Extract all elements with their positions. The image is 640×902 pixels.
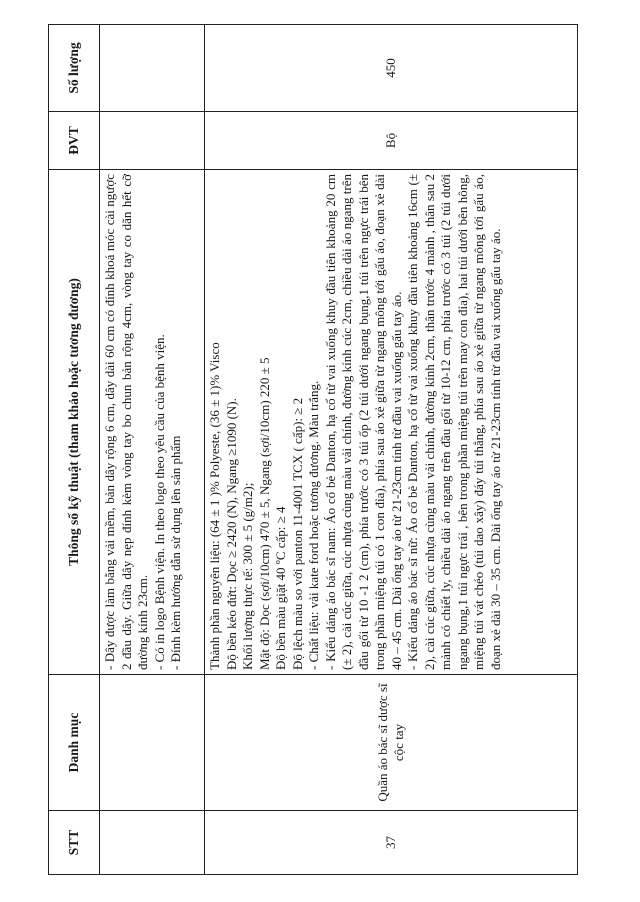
spec-line: - Đính kèm hướng dẫn sử dụng lên sản phẩm bbox=[168, 435, 183, 670]
spec-line: Thành phần nguyên liệu: (64 ± 1 )% Polyeste, (36 ± 1)% Visco bbox=[207, 342, 222, 670]
spec-table bbox=[48, 24, 578, 875]
spec-line: - Kiểu dáng áo bác sĩ nữ: Áo cổ bẻ Danton, hạ cổ từ vai xuống khuy đầu tiên khoảng 16cm (± 2), cài cúc giữa, cúc nhựa cùng màu vải chính, đường kính 2cm, thân trước 4 mảnh , thân sau 2 mảnh có chiết ly, chiều dài áo ngang trên đầu gối từ 10-12 cm, phía trước có 3 túi (2 túi dưới ngang bụng,1 túi ngực trái , bên trong phần miệng túi trên may con đỉa), hai túi dưới bên hông, miệng túi vát chéo (túi dao xây) đáy túi thẳng, phía sau áo xẻ giữa từ ngang mông tới gấu áo, đoạn xẻ dài 30 – 35 cm. Dài ống tay áo từ 21-23cm tính từ đầu vai xuống gấu tay áo. bbox=[405, 174, 503, 670]
cell-danh-muc bbox=[100, 675, 205, 811]
spec-line: - Có in logo Bệnh viện. In theo logo theo yêu cầu của bệnh viện. bbox=[151, 334, 167, 670]
cell-spec bbox=[100, 170, 205, 675]
table-row-37 bbox=[205, 25, 578, 875]
spec-line: - Kiểu dáng áo bác sĩ nam: Áo cổ bẻ Danton, hạ cổ từ vai xuống khuy đầu tiên khoảng 20 cm (± 2), cài cúc giữa, cúc nhựa cùng màu vải chính, đường kính cúc 2cm, chiều dài áo ngang trên đầu gối từ 10 -1 2 (cm), phía trước có 3 túi ốp (2 túi dưới ngang bụng,1 túi trên ngực trái bên trong phần miệng túi có 1 con đỉa), phía sau áo xẻ giữa từ ngang mông tới gấu áo, đoạn xẻ dài 40 – 45 cm. Dài ống tay áo từ 21-23cm tính từ đầu vai xuống gấu tay áo. bbox=[322, 174, 404, 670]
cell-so-luong: 450 bbox=[205, 25, 578, 112]
header-thong-so: Thông số kỹ thuật (tham khảo hoặc tương đương) bbox=[49, 170, 100, 675]
header-dvt: ĐVT bbox=[49, 112, 100, 170]
spec-line: Mật độ: Dọc (sợi/10cm) 470 ± 5, Ngang (sợi/10cm) 220 ± 5 bbox=[256, 357, 272, 670]
table-header-row bbox=[49, 25, 100, 875]
spec-line: Độ bền màu giặt 40 ºC cấp: ≥ 4 bbox=[273, 506, 288, 670]
cell-dvt bbox=[100, 112, 205, 170]
cell-spec bbox=[205, 170, 578, 675]
cell-dvt: Bộ bbox=[205, 112, 578, 170]
header-so-luong: Số lượng bbox=[49, 25, 100, 112]
spec-line: Độ bền kéo đứt: Dọc ≥ 2420 (N), Ngang ≥1090 (N). bbox=[223, 398, 239, 670]
cell-stt bbox=[100, 811, 205, 875]
rotated-page bbox=[48, 25, 578, 875]
table-row-continued bbox=[100, 25, 205, 875]
header-stt: STT bbox=[49, 811, 100, 875]
spec-line: Độ lệch màu so với panton 11-4001 TCX ( cấp): ≥ 2 bbox=[289, 397, 305, 670]
cell-so-luong bbox=[100, 25, 205, 112]
spec-line: - Chất liệu: vải kate ford hoặc tương đương. Màu trắng. bbox=[306, 380, 321, 670]
spec-line: - Dây được làm bằng vải mềm, bản dây rộng 6 cm, dây dài 60 cm có đính khoá móc cài ngược 2 đầu dây. Giữa dây nẹp đính kèm vòng tay bo chun bản rộng 4cm, vòng tay co dãn hết cỡ đường kính 23cm. bbox=[102, 174, 150, 670]
cell-stt: 37 bbox=[205, 811, 578, 875]
cell-danh-muc: Quần áo bác sĩ dược sĩ cộc tay bbox=[205, 675, 578, 811]
header-danh-muc: Danh mục bbox=[49, 675, 100, 811]
spec-line: Khối lượng thực tế: 300 ± 5 (g/m2); bbox=[240, 482, 255, 670]
